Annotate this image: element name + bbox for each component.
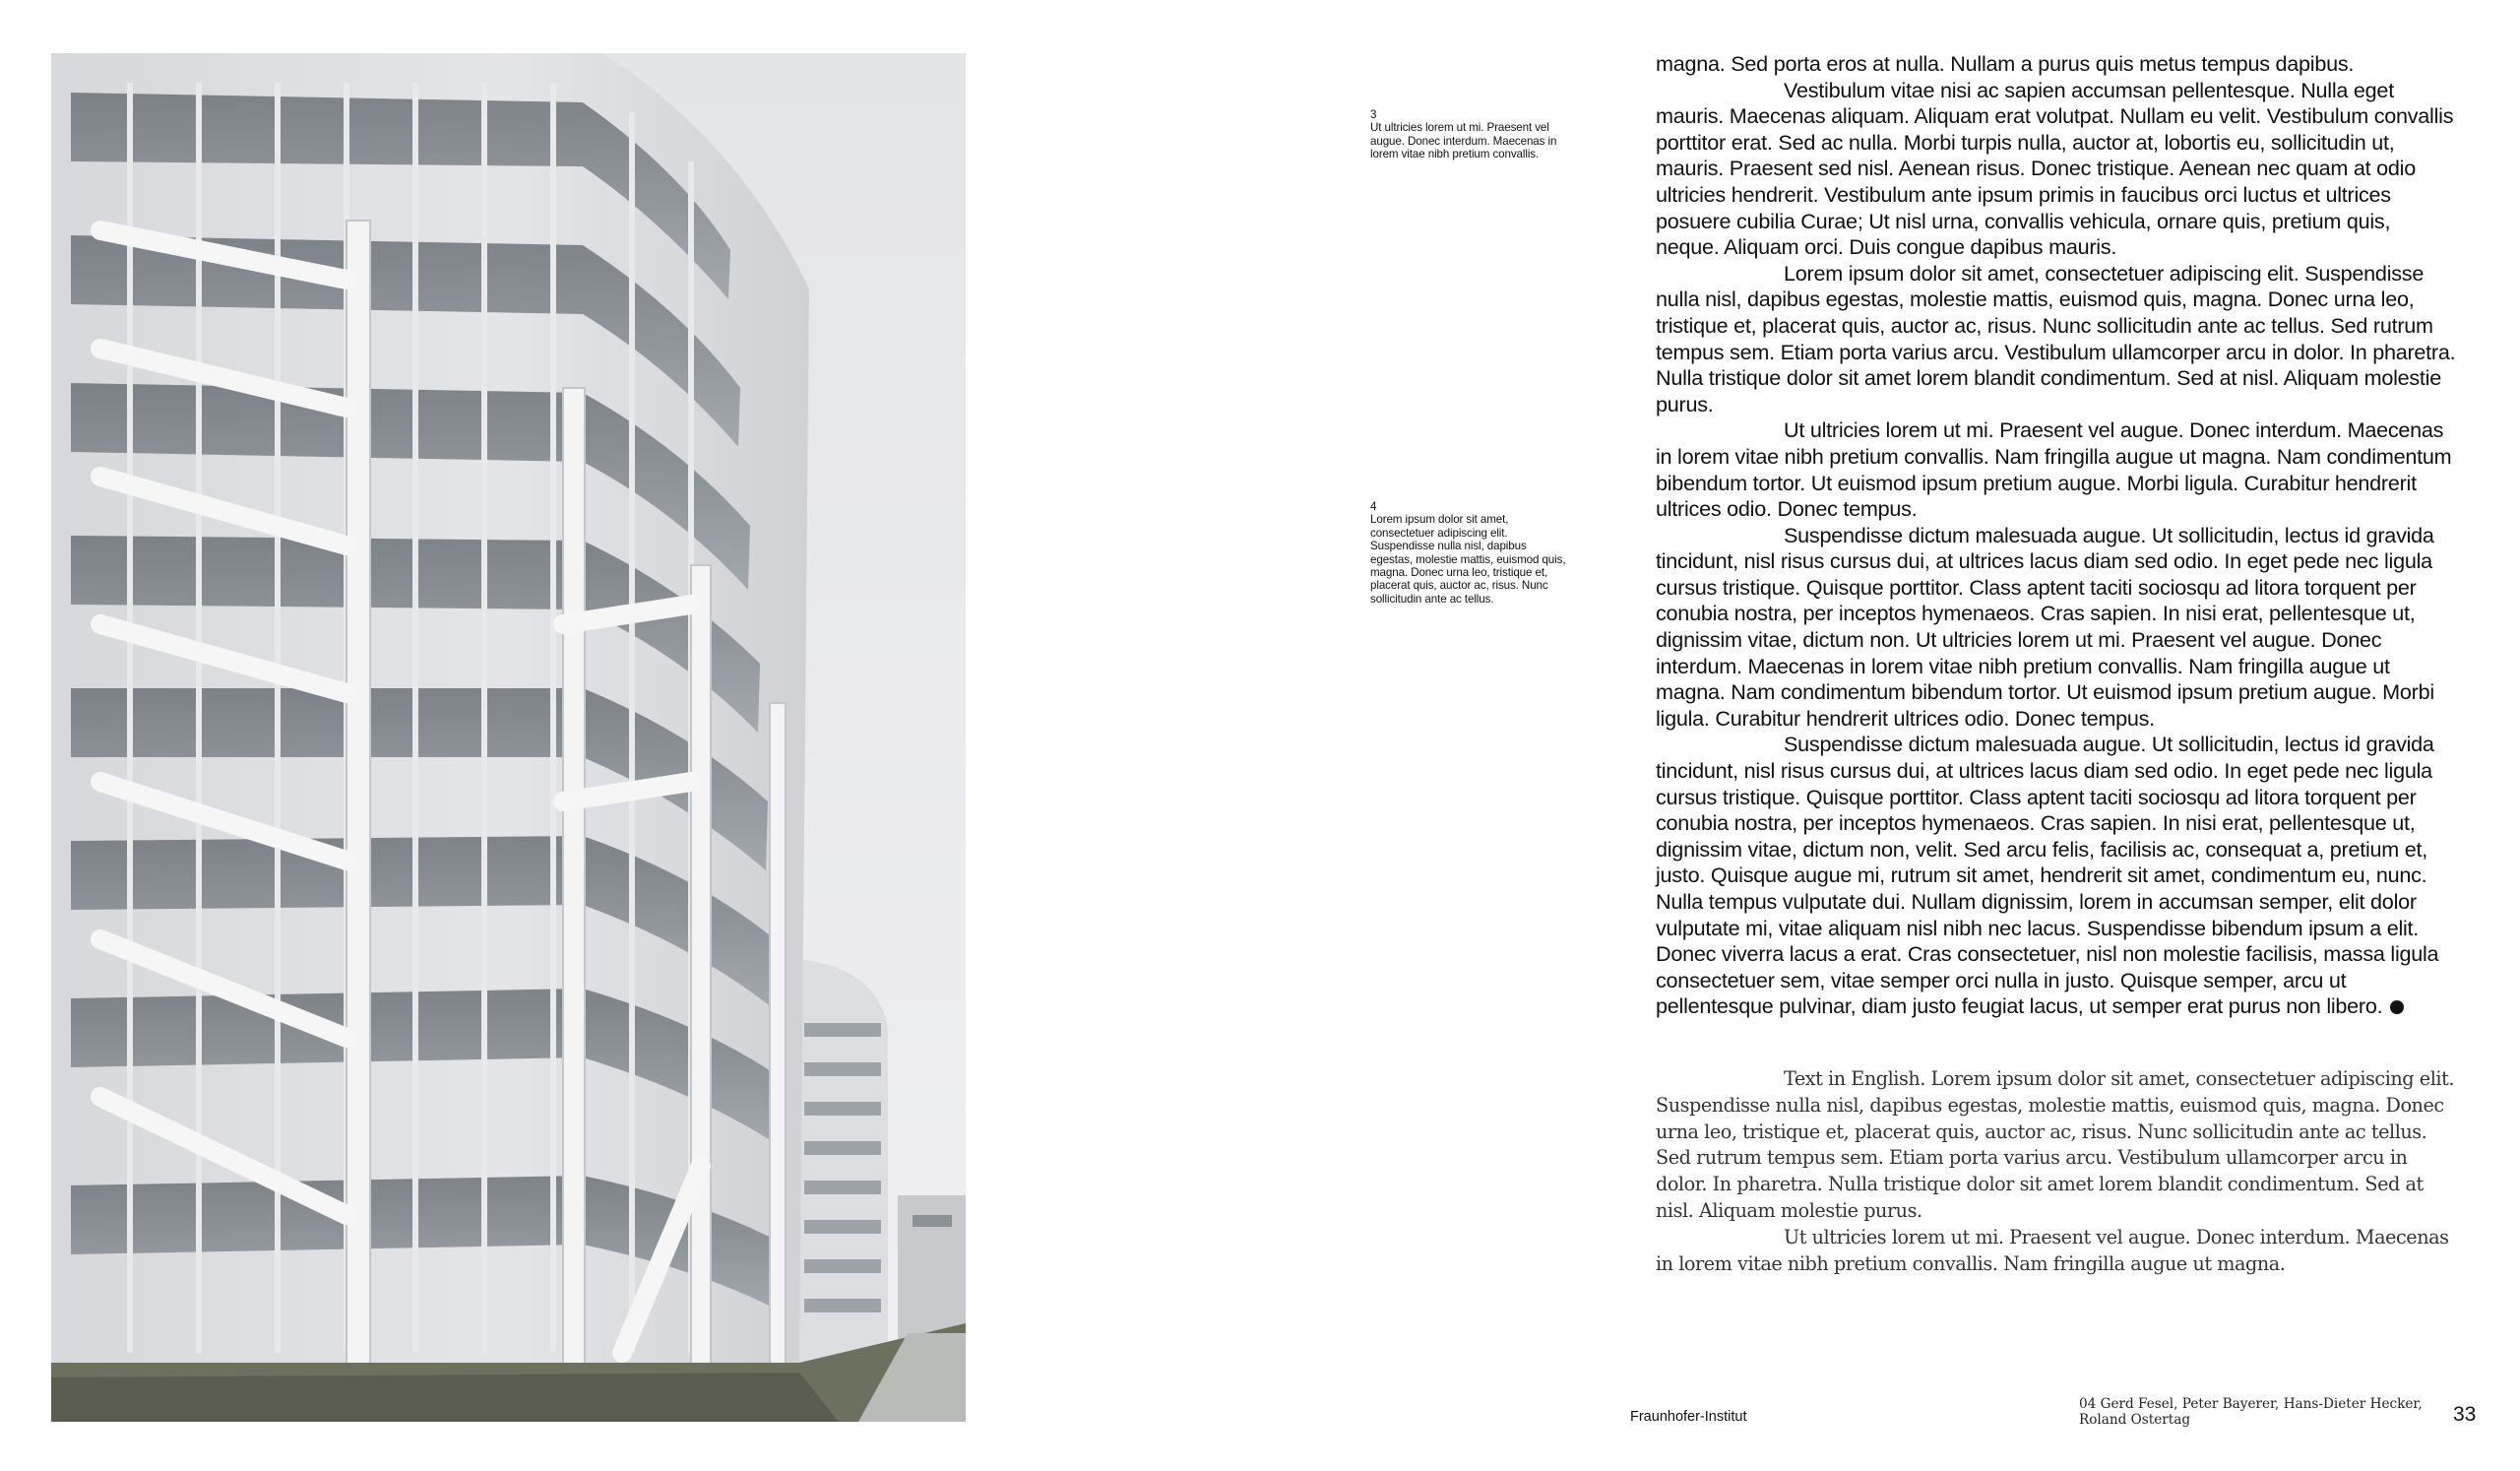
note-text: Ut ultricies lorem ut mi. Praesent vel augue. Donec interdum. Maecenas in lorem vitae nibh pretium convallis.	[1370, 121, 1557, 161]
body-paragraph: Suspendisse dictum malesuada augue. Ut sollicitudin, lectus id gravida tincidunt, nisl risus cursus dui, at ultrices lacus diam sed odio. In eget pede nec ligula cursus tristique. Quisque porttitor. Class aptent taciti sociosqu ad litora torquent per conubia nostra, per inceptos hymenaeos. Cras sapien. In nisi erat, pellentesque ut, dignissim vitae, dictum non. Ut ultricies lorem ut mi. Praesent vel augue. Donec interdum. Maecenas in lorem vitae nibh pretium convallis. Nam fringilla augue ut magna. Nam condimentum bibendum tortor. Ut euismod ipsum pretium augue. Morbi ligula. Curabitur hendrerit ultrices odio. Donec tempus.	[1656, 522, 2434, 731]
body-paragraph: Lorem ipsum dolor sit amet, consectetuer adipiscing elit. Suspendisse nulla nisl, dapibus egestas, molestie mattis, euismod quis, magna. Donec urna leo, tristique et, placerat quis, auctor ac, risus. Nunc sollicitudin ante ac tellus. Sed rutrum tempus sem. Etiam porta varius arcu. Vestibulum ullamcorper arcu in dolor. In pharetra. Nulla tristique dolor sit amet lorem blandit condimentum. Sed at nisl. Aliquam molestie purus.	[1656, 260, 2456, 416]
body-paragraph-last	[1656, 732, 2457, 1020]
body-paragraph: magna. Sed porta eros at nulla. Nullam a purus quis metus tempus dapibus.	[1656, 51, 2355, 76]
building-photograph	[51, 53, 966, 1422]
side-note-4	[1370, 500, 1567, 606]
building-illustration	[51, 53, 966, 1422]
side-note-3	[1370, 108, 1567, 161]
note-number: 3	[1370, 108, 1377, 121]
page-number: 33	[2453, 1403, 2477, 1426]
body-paragraph: Vestibulum vitae nisi ac sapien accumsan pellentesque. Nulla eget mauris. Maecenas aliquam. Aliquam erat volutpat. Nullam eu velit. Vestibulum convallis porttitor erat. Sed ac nulla. Morbi turpis nulla, auctor at, lobortis eu, sollicitudin ut, mauris. Praesent sed nisl. Aenean risus. Donec tristique. Aenean nec quam at odio ultricies hendrerit. Vestibulum ante ipsum primis in faucibus orci luctus et ultrices posuere cubilia Curae; Ut nisl urna, convallis vehicula, ornare quis, pretium quis, neque. Aliquam orci. Duis congue dapibus mauris.	[1656, 77, 2454, 260]
english-paragraph: Ut ultricies lorem ut mi. Praesent vel augue. Donec interdum. Maecenas in lorem vitae nibh pretium convallis. Nam fringilla augue ut magna.	[1656, 1225, 2449, 1275]
note-text: Lorem ipsum dolor sit amet, consectetuer adipiscing elit. Suspendisse nulla nisl, dapibus egestas, molestie mattis, euismod quis, magna. Donec urna leo, tristique et, placerat quis, auctor ac, risus. Nunc sollicitudin ante ac tellus.	[1370, 513, 1566, 606]
body-text-column	[1656, 51, 2457, 1020]
note-number: 4	[1370, 500, 1377, 513]
english-paragraph: Text in English. Lorem ipsum dolor sit amet, consectetuer adipiscing elit. Suspendisse nulla nisl, dapibus egestas, molestie mattis, euismod quis, magna. Donec urna leo, tristique et, placerat quis, auctor ac, risus. Nunc sollicitudin ante ac tellus. Sed rutrum tempus sem. Etiam porta varius arcu. Vestibulum ullamcorper arcu in dolor. In pharetra. Nulla tristique dolor sit amet lorem blandit condimentum. Sed at nisl. Aliquam molestie purus.	[1656, 1067, 2454, 1222]
english-text-column	[1656, 1066, 2457, 1277]
footer-section-title: Fraunhofer-Institut	[1630, 1409, 1747, 1425]
footer-credit: 04 Gerd Fesel, Peter Bayerer, Hans-Dieter Hecker, Roland Ostertag	[2079, 1396, 2423, 1428]
body-paragraph: Ut ultricies lorem ut mi. Praesent vel augue. Donec interdum. Maecenas in lorem vitae nibh pretium convallis. Nam fringilla augue ut magna. Nam condimentum bibendum tortor. Ut euismod ipsum pretium augue. Morbi ligula. Curabitur hendrerit ultrices odio. Donec tempus.	[1656, 417, 2452, 522]
body-paragraph-text: Suspendisse dictum malesuada augue. Ut sollicitudin, lectus id gravida tincidunt, nisl risus cursus dui, at ultrices lacus diam sed odio. In eget pede nec ligula cursus tristique. Quisque porttitor. Class aptent taciti sociosqu ad litora torquent per conubia nostra, per inceptos hymenaeos. Cras sapien. In nisi erat, pellentesque ut, dignissim vitae, dictum non, velit. Sed arcu felis, facilisis ac, consequat a, pretium et, justo. Quisque augue mi, rutrum sit amet, hendrerit sit amet, condimentum eu, nunc. Nulla tempus vulputate dui. Nullam dignissim, lorem in accumsan semper, elit dolor vulputate mi, vitae aliquam nisl nibh nec lacus. Suspendisse bibendum ipsum a elit. Donec viverra lacus a erat. Cras consectetuer, nisl non molestie facilisis, massa ligula consectetuer sem, vitae semper orci nulla in justo. Quisque semper, arcu ut pellentesque pulvinar, diam justo feugiat lacus, ut semper erat purus non libero.	[1656, 732, 2439, 1019]
end-mark-icon	[2390, 1000, 2404, 1014]
